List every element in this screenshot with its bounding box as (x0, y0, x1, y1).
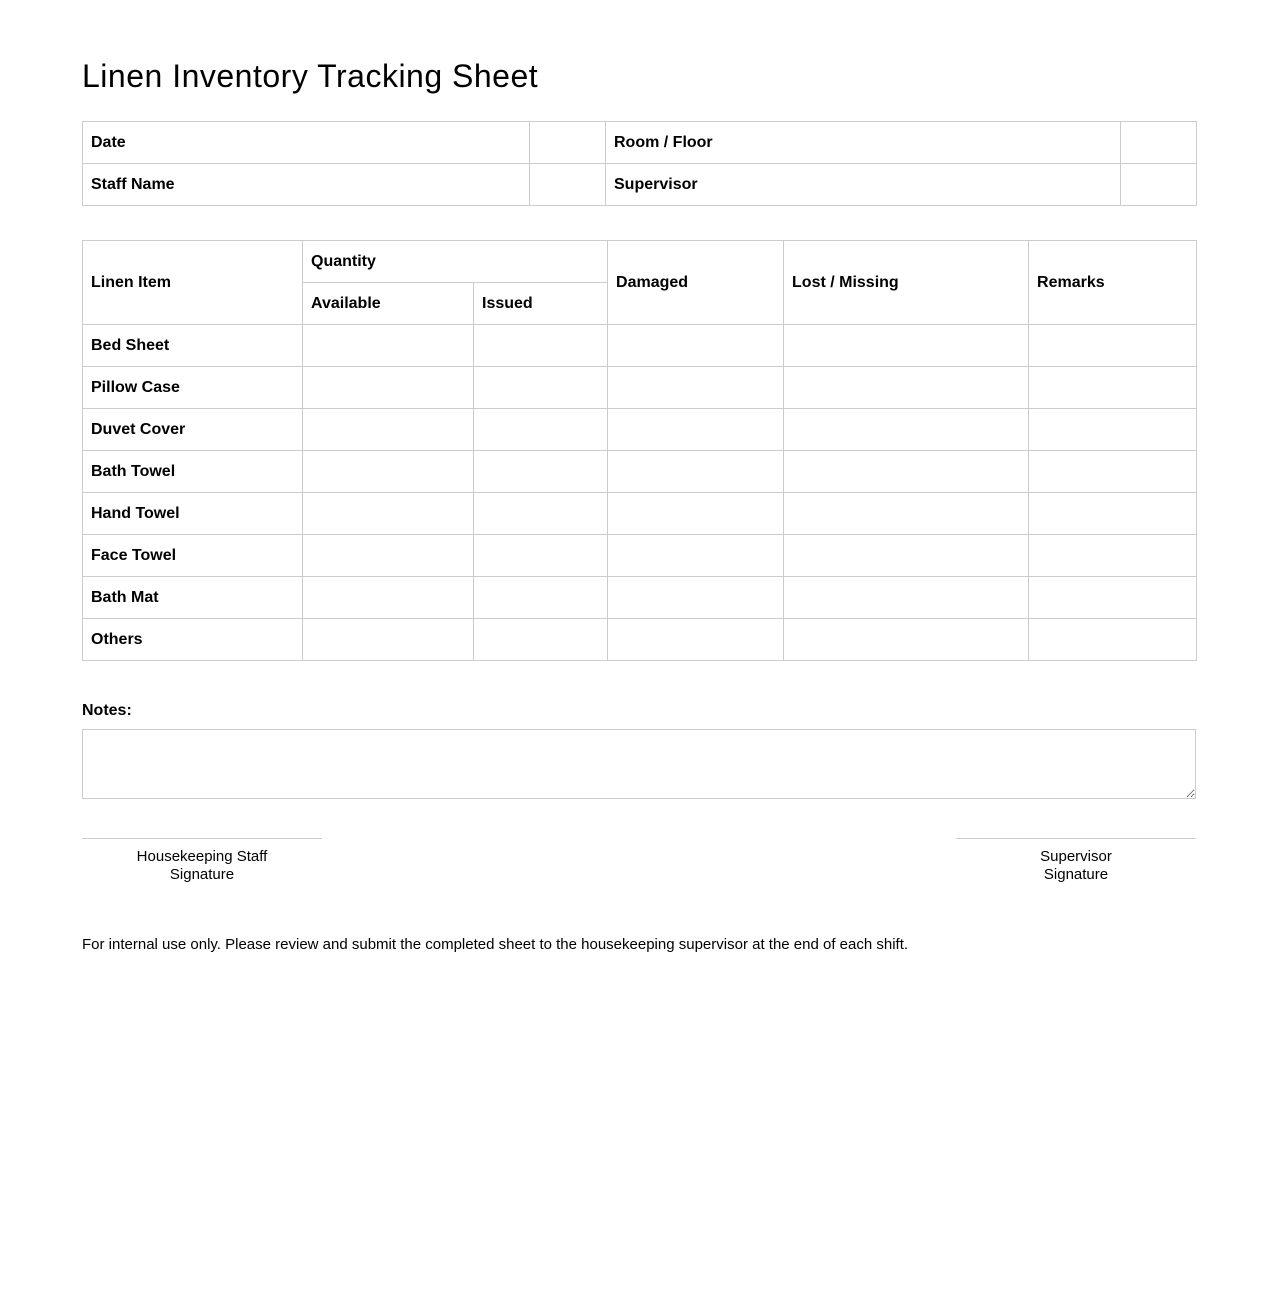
remarks-cell[interactable] (1029, 619, 1197, 661)
footer-note: For internal use only. Please review and submit the completed sheet to the housekeeping supervisor at the end of each shift. (82, 936, 909, 953)
linen-item-name: Others (83, 619, 303, 661)
available-cell[interactable] (303, 367, 474, 409)
linen-item-name: Pillow Case (83, 367, 303, 409)
linen-item-name: Face Towel (83, 535, 303, 577)
issued-cell[interactable] (474, 325, 608, 367)
page-title: Linen Inventory Tracking Sheet (82, 58, 539, 94)
remarks-cell[interactable] (1029, 325, 1197, 367)
issued-cell[interactable] (474, 535, 608, 577)
table-row (83, 493, 1197, 535)
remarks-cell[interactable] (1029, 577, 1197, 619)
linen-item-name: Bed Sheet (83, 325, 303, 367)
remarks-cell[interactable] (1029, 535, 1197, 577)
issued-cell[interactable] (474, 367, 608, 409)
supervisor-signature (956, 838, 1196, 884)
room-floor-field[interactable] (1121, 122, 1197, 164)
lost-cell[interactable] (784, 325, 1029, 367)
remarks-cell[interactable] (1029, 367, 1197, 409)
supervisor-label: Supervisor (606, 164, 1121, 206)
table-row (83, 535, 1197, 577)
linen-item-header: Linen Item (83, 241, 303, 325)
damaged-cell[interactable] (608, 325, 784, 367)
lost-cell[interactable] (784, 577, 1029, 619)
staff-name-field[interactable] (530, 164, 606, 206)
lost-header: Lost / Missing (784, 241, 1029, 325)
lost-cell[interactable] (784, 535, 1029, 577)
issued-header: Issued (474, 283, 608, 325)
supervisor-field[interactable] (1121, 164, 1197, 206)
staff-name-label: Staff Name (83, 164, 530, 206)
supervisor-signature-label-2: Signature (1043, 866, 1109, 883)
issued-cell[interactable] (474, 409, 608, 451)
table-row (83, 577, 1197, 619)
issued-cell[interactable] (474, 619, 608, 661)
available-header: Available (303, 283, 474, 325)
damaged-cell[interactable] (608, 367, 784, 409)
damaged-cell[interactable] (608, 619, 784, 661)
staff-signature-label-2: Signature (169, 866, 235, 883)
available-cell[interactable] (303, 493, 474, 535)
table-row (83, 451, 1197, 493)
table-row (83, 367, 1197, 409)
available-cell[interactable] (303, 325, 474, 367)
lost-cell[interactable] (784, 367, 1029, 409)
date-label: Date (83, 122, 530, 164)
damaged-cell[interactable] (608, 451, 784, 493)
linen-item-name: Duvet Cover (83, 409, 303, 451)
available-cell[interactable] (303, 619, 474, 661)
remarks-cell[interactable] (1029, 451, 1197, 493)
inventory-table (82, 240, 1197, 661)
supervisor-signature-label: Supervisor (1040, 848, 1112, 865)
available-cell[interactable] (303, 535, 474, 577)
notes-label: Notes: (82, 702, 132, 719)
lost-cell[interactable] (784, 451, 1029, 493)
issued-cell[interactable] (474, 577, 608, 619)
quantity-header: Quantity (303, 241, 608, 283)
remarks-cell[interactable] (1029, 409, 1197, 451)
remarks-cell[interactable] (1029, 493, 1197, 535)
staff-signature-label: Housekeeping Staff (136, 848, 268, 865)
damaged-cell[interactable] (608, 493, 784, 535)
issued-cell[interactable] (474, 493, 608, 535)
damaged-cell[interactable] (608, 577, 784, 619)
linen-item-name: Bath Mat (83, 577, 303, 619)
lost-cell[interactable] (784, 409, 1029, 451)
staff-signature (82, 838, 322, 884)
info-table (82, 121, 1197, 206)
lost-cell[interactable] (784, 493, 1029, 535)
available-cell[interactable] (303, 409, 474, 451)
table-row (83, 409, 1197, 451)
date-field[interactable] (530, 122, 606, 164)
damaged-header: Damaged (608, 241, 784, 325)
linen-item-name: Hand Towel (83, 493, 303, 535)
lost-cell[interactable] (784, 619, 1029, 661)
available-cell[interactable] (303, 577, 474, 619)
room-floor-label: Room / Floor (606, 122, 1121, 164)
issued-cell[interactable] (474, 451, 608, 493)
available-cell[interactable] (303, 451, 474, 493)
notes-input[interactable] (82, 729, 1196, 799)
table-row (83, 619, 1197, 661)
damaged-cell[interactable] (608, 409, 784, 451)
damaged-cell[interactable] (608, 535, 784, 577)
table-row (83, 325, 1197, 367)
remarks-header: Remarks (1029, 241, 1197, 325)
linen-item-name: Bath Towel (83, 451, 303, 493)
